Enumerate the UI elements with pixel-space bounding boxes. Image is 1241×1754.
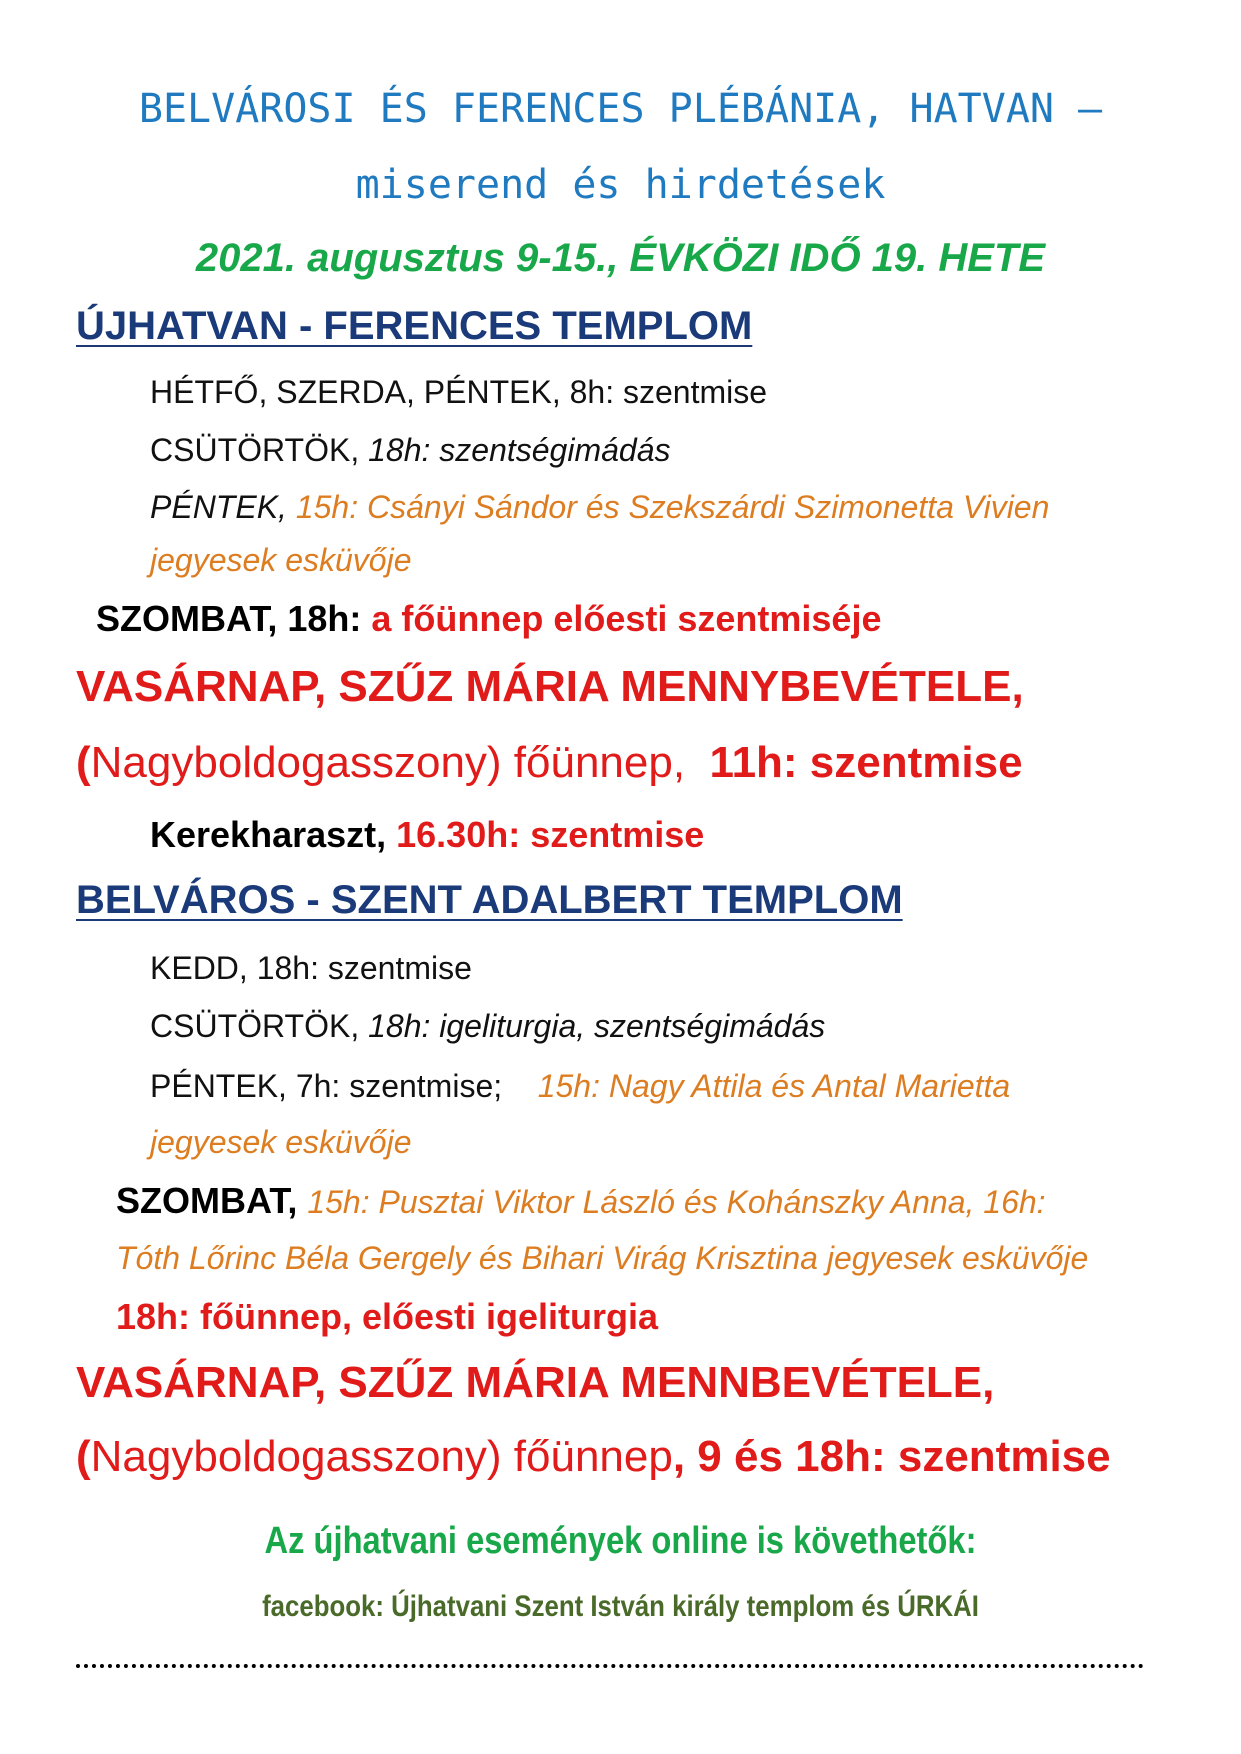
belvaros-friday-day: PÉNTEK, 7h: szentmise; xyxy=(150,1068,503,1104)
belvaros-saturday-eve: 18h: főünnep, előesti igeliturgia xyxy=(116,1296,659,1337)
ferences-saturday-day: SZOMBAT, 18h: xyxy=(96,598,372,639)
belvaros-saturday xyxy=(116,1180,1046,1222)
belvaros-saturday-weddings: 15h: Pusztai Viktor László és Kohánszky Anna, 16h: xyxy=(307,1184,1046,1220)
belvaros-thursday-event: 18h: igeliturgia, szentségimádás xyxy=(368,1008,826,1044)
ferences-sunday-time: 11h: szentmise xyxy=(709,738,1023,787)
belvaros-tuesday: KEDD, 18h: szentmise xyxy=(150,950,472,986)
week-date: 2021. augusztus 9-15., ÉVKÖZI IDŐ 19. HETE xyxy=(195,236,1046,280)
belvaros-sunday-title: VASÁRNAP, SZŰZ MÁRIA MENNBEVÉTELE, xyxy=(76,1358,995,1407)
online-notice: Az újhatvani események online is követhetők: xyxy=(264,1520,977,1562)
ferences-friday-wedding-cont: jegyesek esküvője xyxy=(150,542,412,578)
ferences-weekday-mass: HÉTFŐ, SZERDA, PÉNTEK, 8h: szentmise xyxy=(150,374,768,410)
ferences-saturday-event: a főünnep előesti szentmiséje xyxy=(371,598,882,639)
ferences-heading: ÚJHATVAN - FERENCES TEMPLOM xyxy=(76,304,753,348)
belvaros-thursday xyxy=(150,1008,825,1045)
ferences-sunday-feast-name: Nagyboldogasszony) főünnep, xyxy=(90,738,686,787)
kerekharaszt-time: 16.30h: szentmise xyxy=(396,814,705,855)
ferences-thursday-event: 18h: szentségimádás xyxy=(368,432,671,468)
ferences-thursday xyxy=(150,432,671,469)
belvaros-sunday-feast xyxy=(76,1432,1111,1482)
facebook-notice: facebook: Újhatvani Szent István király templom és ÚRKÁI xyxy=(262,1590,979,1623)
ferences-saturday xyxy=(96,598,881,640)
belvaros-friday xyxy=(150,1068,1010,1105)
belvaros-heading: BELVÁROS - SZENT ADALBERT TEMPLOM xyxy=(76,878,903,922)
ferences-friday-day: PÉNTEK, xyxy=(150,489,296,525)
belvaros-thursday-day: CSÜTÖRTÖK, xyxy=(150,1008,369,1044)
belvaros-sunday-time: , 9 és 18h: szentmise xyxy=(672,1432,1111,1481)
ferences-friday-wedding: 15h: Csányi Sándor és Szekszárdi Szimonetta Vivien xyxy=(295,489,1050,525)
belvaros-saturday-day: SZOMBAT, xyxy=(116,1180,308,1221)
belvaros-sunday-paren: ( xyxy=(76,1432,91,1481)
kerekharaszt-place: Kerekharaszt, xyxy=(150,814,397,855)
ferences-friday xyxy=(150,489,1049,526)
kerekharaszt-mass xyxy=(150,814,704,856)
dotted-divider xyxy=(76,1664,1144,1668)
ferences-sunday-feast xyxy=(76,738,1023,788)
ferences-thursday-day: CSÜTÖRTÖK, xyxy=(150,432,369,468)
belvaros-saturday-weddings-cont: Tóth Lőrinc Béla Gergely és Bihari Virág Krisztina jegyesek esküvője xyxy=(116,1240,1089,1276)
belvaros-sunday-feast-name: Nagyboldogasszony) főünnep xyxy=(90,1432,673,1481)
title-line-2: miserend és hirdetések xyxy=(355,162,886,208)
belvaros-friday-wedding-cont: jegyesek esküvője xyxy=(150,1124,412,1160)
title-line-1: BELVÁROSI ÉS FERENCES PLÉBÁNIA, HATVAN – xyxy=(138,86,1103,132)
ferences-sunday-title: VASÁRNAP, SZŰZ MÁRIA MENNYBEVÉTELE, xyxy=(76,662,1024,711)
belvaros-friday-wedding: 15h: Nagy Attila és Antal Marietta xyxy=(537,1068,1011,1104)
ferences-sunday-paren: ( xyxy=(76,738,91,787)
